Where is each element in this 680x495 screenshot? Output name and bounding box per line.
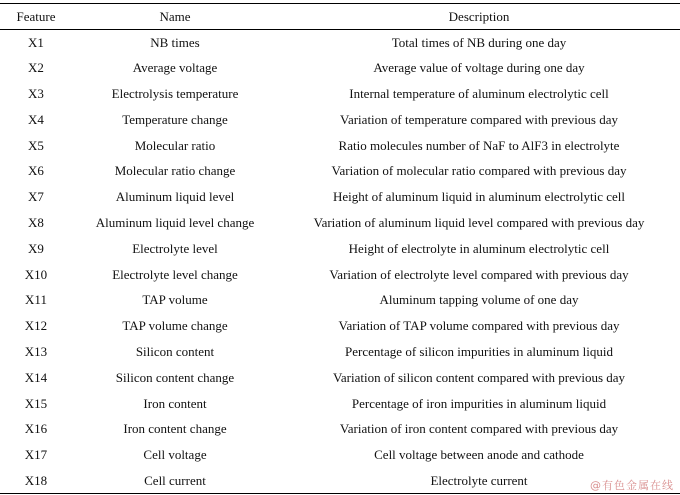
description-cell: Average value of voltage during one day [373, 60, 585, 76]
table-body [0, 30, 680, 494]
table-row [0, 313, 680, 339]
description-cell: Height of aluminum liquid in aluminum electrolytic cell [332, 189, 626, 205]
feature-cell: X5 [28, 137, 44, 153]
table-row [0, 365, 680, 391]
name-cell: NB times [150, 34, 200, 50]
header-description: Description [448, 8, 510, 24]
feature-cell: X15 [24, 395, 48, 411]
table-row [0, 133, 680, 159]
table-row [0, 184, 680, 210]
name-cell: Iron content [143, 395, 207, 411]
name-cell: Electrolyte level change [112, 266, 238, 282]
name-cell: Aluminum liquid level [115, 189, 235, 205]
feature-cell: X14 [24, 369, 48, 385]
feature-cell: X4 [28, 111, 44, 127]
table-row [0, 442, 680, 468]
table-row [0, 416, 680, 442]
name-cell: TAP volume change [122, 318, 228, 334]
feature-cell: X17 [24, 447, 48, 463]
feature-cell: X18 [24, 472, 48, 488]
feature-cell: X10 [24, 266, 48, 282]
table-row [0, 339, 680, 365]
name-cell: TAP volume [142, 292, 208, 308]
table-row [0, 287, 680, 313]
description-cell: Height of electrolyte in aluminum electrolytic cell [348, 240, 610, 256]
feature-cell: X3 [28, 85, 44, 101]
description-cell: Variation of temperature compared with previous day [340, 111, 618, 127]
feature-cell: X1 [28, 34, 44, 50]
header-feature: Feature [16, 8, 56, 24]
description-cell: Cell voltage between anode and cathode [374, 447, 584, 463]
description-cell: Ratio molecules number of NaF to AlF3 in electrolyte [338, 137, 620, 153]
table-header-row [0, 4, 680, 30]
description-cell: Variation of electrolyte level compared with previous day [329, 266, 629, 282]
name-cell: Silicon content [135, 343, 215, 359]
description-cell: Variation of TAP volume compared with previous day [338, 318, 620, 334]
feature-cell: X8 [28, 214, 44, 230]
name-cell: Electrolyte level [132, 240, 218, 256]
table-row [0, 158, 680, 184]
name-cell: Electrolysis temperature [111, 85, 239, 101]
feature-cell: X7 [28, 189, 44, 205]
feature-cell: X16 [24, 421, 48, 437]
description-cell: Aluminum tapping volume of one day [379, 292, 579, 308]
name-cell: Molecular ratio [134, 137, 216, 153]
feature-cell: X12 [24, 318, 48, 334]
feature-cell: X11 [25, 292, 47, 308]
description-cell: Total times of NB during one day [391, 34, 567, 50]
table-row [0, 30, 680, 56]
name-cell: Average voltage [132, 60, 218, 76]
description-cell: Variation of iron content compared with previous day [339, 421, 619, 437]
name-cell: Iron content change [123, 421, 227, 437]
feature-cell: X6 [28, 163, 44, 179]
name-cell: Molecular ratio change [114, 163, 236, 179]
header-name: Name [159, 8, 191, 24]
feature-table [0, 3, 680, 494]
name-cell: Cell current [144, 472, 206, 488]
description-cell: Internal temperature of aluminum electrolytic cell [349, 85, 609, 101]
name-cell: Temperature change [122, 111, 228, 127]
description-cell: Percentage of iron impurities in aluminum liquid [351, 395, 607, 411]
table-row [0, 210, 680, 236]
description-cell: Electrolyte current [430, 472, 528, 488]
table-row [0, 81, 680, 107]
table-row [0, 236, 680, 262]
feature-table-container [0, 3, 680, 494]
name-cell: Silicon content change [115, 369, 235, 385]
feature-cell: X2 [28, 60, 44, 76]
description-cell: Variation of molecular ratio compared with previous day [331, 163, 627, 179]
name-cell: Aluminum liquid level change [95, 214, 255, 230]
table-row [0, 468, 680, 494]
description-cell: Percentage of silicon impurities in aluminum liquid [345, 343, 613, 359]
description-cell: Variation of aluminum liquid level compared with previous day [313, 214, 645, 230]
table-row [0, 391, 680, 417]
table-row [0, 107, 680, 133]
table-row [0, 262, 680, 288]
feature-cell: X9 [28, 240, 44, 256]
table-row [0, 55, 680, 81]
watermark-text: @有色金属在线 [590, 479, 674, 492]
description-cell: Variation of silicon content compared with previous day [332, 369, 626, 385]
name-cell: Cell voltage [143, 447, 207, 463]
feature-cell: X13 [24, 343, 48, 359]
